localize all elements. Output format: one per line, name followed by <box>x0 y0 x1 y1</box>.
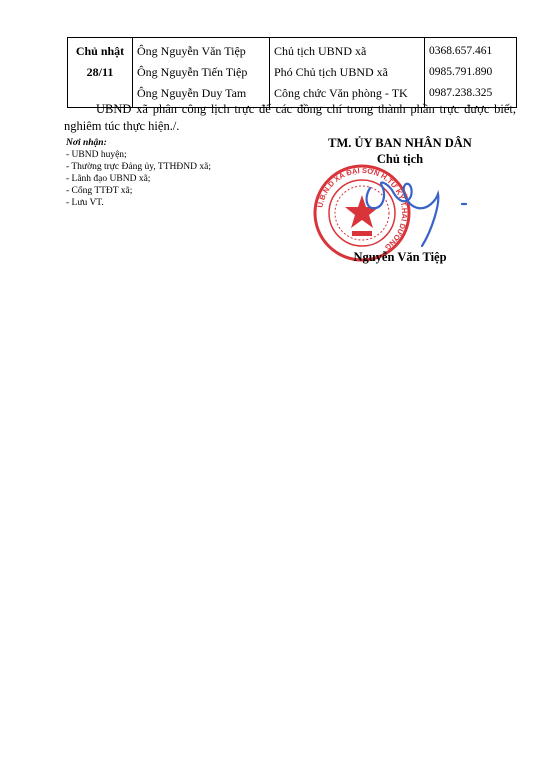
people-cell <box>133 38 270 108</box>
recipient-item: - Lưu VT. <box>66 198 104 208</box>
recipient-item: - Lãnh đạo UBND xã; <box>66 174 151 184</box>
phone-3: 0987.238.325 <box>429 87 493 99</box>
duty-table <box>67 37 517 108</box>
recipient-item: - UBND huyện; <box>66 150 127 160</box>
seal-text: U.B.N.D XÃ ĐẠI SƠN H.TỨ KỲ T.HẢI DƯƠNG <box>315 165 410 252</box>
phone-1: 0368.657.461 <box>429 45 493 57</box>
day-cell <box>68 38 133 108</box>
role-1: Chủ tịch UBND xã <box>274 44 367 58</box>
day-name: Chủ nhật <box>75 44 125 58</box>
role-3: Công chức Văn phòng - TK <box>274 86 408 100</box>
handwritten-signature-icon <box>356 160 476 250</box>
phone-2: 0985.791.890 <box>429 66 493 78</box>
recipients-heading: Nơi nhận: <box>66 138 107 148</box>
roles-cell <box>270 38 425 108</box>
recipients-block <box>66 137 211 209</box>
phones-cell <box>425 38 517 108</box>
person-1: Ông Nguyễn Văn Tiệp <box>137 44 246 58</box>
day-date: 28/11 <box>86 65 114 79</box>
role-2: Phó Chủ tịch UBND xã <box>274 65 388 79</box>
table-row <box>68 38 517 108</box>
signer-name: Nguyễn Văn Tiệp <box>353 250 447 264</box>
recipient-item: - Thường trực Đảng ủy, TTHĐND xã; <box>66 162 211 172</box>
recipient-item: - Cổng TTĐT xã; <box>66 186 133 196</box>
signer-title: Chủ tịch <box>376 152 424 166</box>
signing-organization: TM. ỦY BAN NHÂN DÂN <box>328 136 472 150</box>
person-3: Ông Nguyễn Duy Tam <box>137 86 247 100</box>
assignment-paragraph: UBND xã phân công lịch trực để các đồng chí trong thành phần trực được biết, nghiêm túc thực hiện./. <box>64 102 516 133</box>
person-2: Ông Nguyễn Tiến Tiệp <box>137 65 248 79</box>
